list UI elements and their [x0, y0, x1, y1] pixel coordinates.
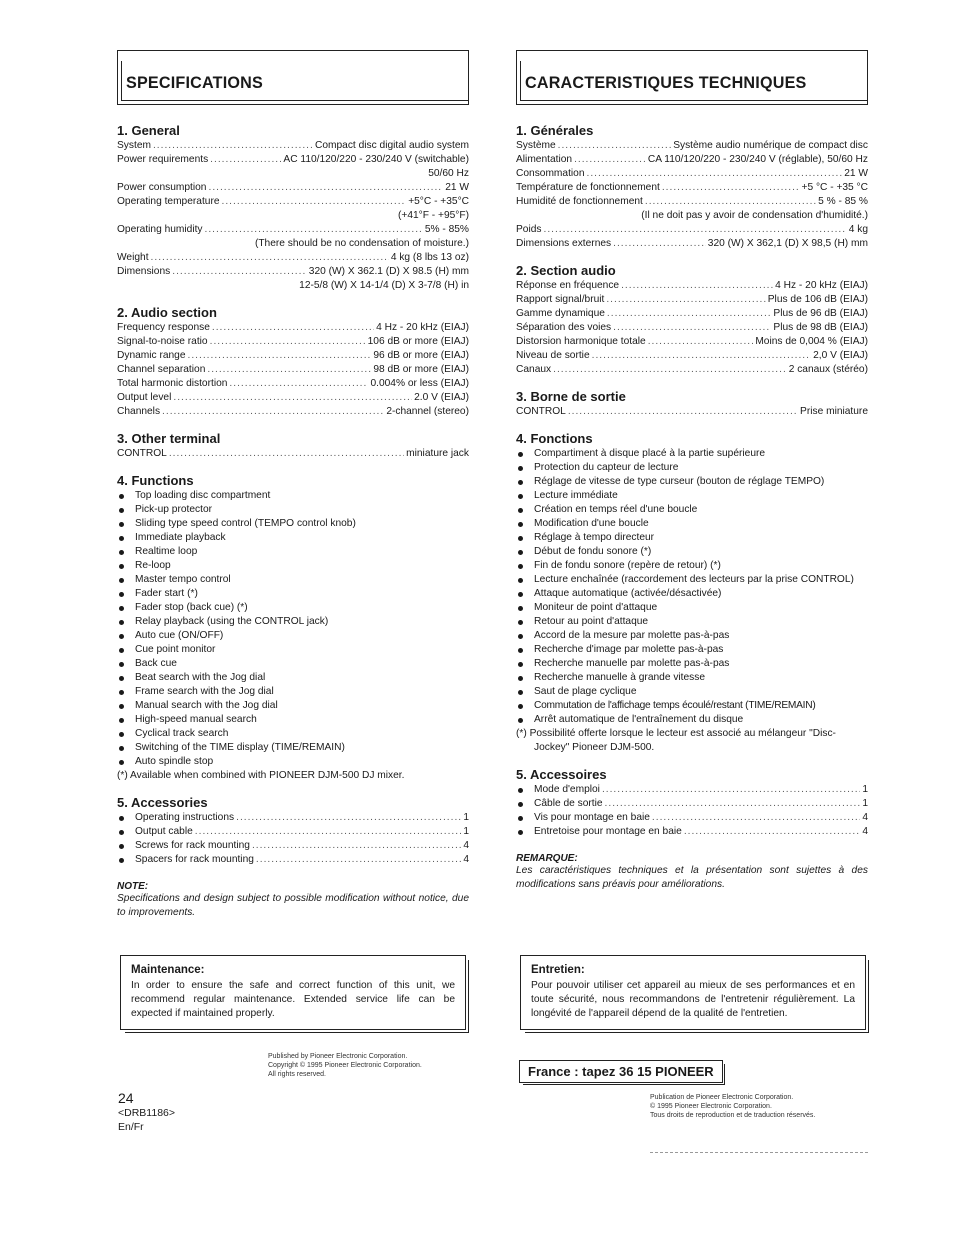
page-number: 24 [118, 1090, 134, 1106]
list-item: Master tempo control [117, 573, 469, 587]
section-heading-fonctions: 4. Fonctions [516, 431, 593, 446]
note-text: Specifications and design subject to possible modification without notice, due to improvements. [117, 893, 469, 918]
spec-row: Canaux ..... 2 canaux (stéréo) [516, 363, 868, 377]
list-item: Accord de la mesure par molette pas-à-pas [516, 629, 868, 643]
list-item: Fin de fondu sonore (repère de retour) (*) [516, 559, 868, 573]
list-item: Réglage à tempo directeur [516, 531, 868, 545]
spec-row: Dimensions ..... 320 (W) X 362.1 (D) X 98.5 (H) mm [117, 265, 469, 279]
list-item: Saut de plage cyclique [516, 685, 868, 699]
list-item: Back cue [117, 657, 469, 671]
list-item: Entretoise pour montage en baie ..... 4 [516, 825, 868, 839]
list-item: Immediate playback [117, 531, 469, 545]
spec-row: Dimensions externes ..... 320 (W) X 362,1 (D) X 98,5 (H) mm [516, 237, 868, 251]
list-item: Modification d'une boucle [516, 517, 868, 531]
specifications-title-box [117, 50, 469, 105]
list-item: Réglage de vitesse de type curseur (bouton de réglage TEMPO) [516, 475, 868, 489]
general-specs-fr [516, 139, 868, 251]
audio-specs-fr [516, 279, 868, 377]
france-minitel-text: France : tapez 36 15 PIONEER [528, 1064, 714, 1079]
list-item: Manual search with the Jog dial [117, 699, 469, 713]
document-code: <DRB1186> [118, 1107, 176, 1119]
list-item: Spacers for rack mounting ..... 4 [117, 853, 469, 867]
page-title: SPECIFICATIONS [126, 73, 263, 92]
spec-row: Humidité de fonctionnement ..... 5 % - 85 % [516, 195, 868, 209]
list-item: Début de fondu sonore (*) [516, 545, 868, 559]
list-item: High-speed manual search [117, 713, 469, 727]
spec-row: Rapport signal/bruit ..... Plus de 106 dB (EIAJ) [516, 293, 868, 307]
spec-row: System ..... Compact disc digital audio system [117, 139, 469, 153]
list-item: Attaque automatique (activée/désactivée) [516, 587, 868, 601]
entretien-text: Pour pouvoir utiliser cet appareil au mieux de ses performances et en toute sécurité, nous recommandons de l'entretenir régulièrement. La longévité de l'appareil dépend de la qualité de l'entretien. [531, 980, 855, 1019]
entretien-box [520, 955, 866, 1030]
list-item: Câble de sortie ..... 1 [516, 797, 868, 811]
note-heading: NOTE: [117, 881, 149, 892]
list-item: Moniteur de point d'attaque [516, 601, 868, 615]
list-item: Arrêt automatique de l'entraînement du disque [516, 713, 868, 727]
list-item: Auto cue (ON/OFF) [117, 629, 469, 643]
caracteristiques-title-box [516, 50, 868, 105]
list-item: Commutation de l'affichage temps écoulé/restant (TIME/REMAIN) [516, 699, 868, 713]
list-item: Compartiment à disque placé à la partie supérieure [516, 447, 868, 461]
list-item: Lecture enchaînée (raccordement des lecteurs par la prise CONTROL) [516, 573, 868, 587]
page-footer [118, 1090, 175, 1134]
spec-continuation: (Il ne doit pas y avoir de condensation d'humidité.) [641, 210, 868, 221]
section-heading-functions: 4. Functions [117, 473, 194, 488]
divider [650, 1152, 868, 1153]
publisher-notice-fr: Publication de Pioneer Electronic Corporation. © 1995 Pioneer Electronic Corporation. Tous droits de reproduction et de traduction réservés. [650, 1094, 816, 1119]
list-item: Fader start (*) [117, 587, 469, 601]
audio-specs [117, 321, 469, 419]
accessoires-list [516, 783, 868, 839]
maintenance-heading: Maintenance: [131, 964, 205, 976]
spec-row: Weight ..... 4 kg (8 lbs 13 oz) [117, 251, 469, 265]
section-heading-general: 1. General [117, 123, 180, 138]
list-item: Lecture immédiate [516, 489, 868, 503]
spec-row: Niveau de sortie ..... 2,0 V (EIAJ) [516, 349, 868, 363]
list-item: Beat search with the Jog dial [117, 671, 469, 685]
section-heading-audio-fr: 2. Section audio [516, 263, 616, 278]
spec-continuation: (+41°F - +95°F) [398, 210, 469, 221]
english-column [117, 50, 469, 920]
list-item: Retour au point d'attaque [516, 615, 868, 629]
maintenance-text: In order to ensure the safe and correct function of this unit, we recommend regular maintenance. Extended service life can be expected if maintained properly. [131, 980, 455, 1019]
spec-row: Séparation des voies ..... Plus de 98 dB (EIAJ) [516, 321, 868, 335]
spec-row: CONTROL ..... miniature jack [117, 447, 469, 461]
list-item: Fader stop (back cue) (*) [117, 601, 469, 615]
functions-footnote: (*) Available when combined with PIONEER DJM-500 DJ mixer. [117, 770, 405, 781]
france-minitel-box [519, 1060, 723, 1083]
general-specs [117, 139, 469, 293]
list-item: Recherche manuelle à grande vitesse [516, 671, 868, 685]
page-title-fr: CARACTERISTIQUES TECHNIQUES [525, 73, 807, 92]
spec-row: Système ..... Système audio numérique de compact disc [516, 139, 868, 153]
list-item: Cue point monitor [117, 643, 469, 657]
section-heading-audio: 2. Audio section [117, 305, 217, 320]
section-heading-accessories: 5. Accessories [117, 795, 208, 810]
spec-continuation: 50/60 Hz [428, 168, 469, 179]
spec-row: Operating humidity ..... 5% - 85% [117, 223, 469, 237]
list-item: Vis pour montage en baie ..... 4 [516, 811, 868, 825]
spec-row: Température de fonctionnement ..... +5 °C - +35 °C [516, 181, 868, 195]
list-item: Screws for rack mounting ..... 4 [117, 839, 469, 853]
spec-row: Signal-to-noise ratio ..... 106 dB or more (EIAJ) [117, 335, 469, 349]
list-item: Sliding type speed control (TEMPO control knob) [117, 517, 469, 531]
spec-row: CONTROL ..... Prise miniature [516, 405, 868, 419]
list-item: Recherche d'image par molette pas-à-pas [516, 643, 868, 657]
spec-row: Alimentation ..... CA 110/120/220 - 230/240 V (réglable), 50/60 Hz [516, 153, 868, 167]
section-heading-borne: 3. Borne de sortie [516, 389, 626, 404]
spec-row: Dynamic range ..... 96 dB or more (EIAJ) [117, 349, 469, 363]
section-heading-generales: 1. Générales [516, 123, 594, 138]
maintenance-box [120, 955, 466, 1030]
spec-row: Output level ..... 2.0 V (EIAJ) [117, 391, 469, 405]
section-heading-terminal: 3. Other terminal [117, 431, 221, 446]
list-item: Mode d'emploi ..... 1 [516, 783, 868, 797]
list-item: Top loading disc compartment [117, 489, 469, 503]
spec-row: Total harmonic distortion ..... 0.004% or less (EIAJ) [117, 377, 469, 391]
list-item: Output cable ..... 1 [117, 825, 469, 839]
spec-row: Gamme dynamique ..... Plus de 96 dB (EIAJ) [516, 307, 868, 321]
list-item: Switching of the TIME display (TIME/REMAIN) [117, 741, 469, 755]
fonctions-list [516, 447, 868, 727]
list-item: Realtime loop [117, 545, 469, 559]
spec-row: Distorsion harmonique totale ..... Moins de 0,004 % (EIAJ) [516, 335, 868, 349]
list-item: Auto spindle stop [117, 755, 469, 769]
french-column [516, 50, 868, 892]
list-item: Re-loop [117, 559, 469, 573]
spec-continuation: 12-5/8 (W) X 14-1/4 (D) X 3-7/8 (H) in [299, 280, 469, 291]
list-item: Relay playback (using the CONTROL jack) [117, 615, 469, 629]
list-item: Protection du capteur de lecture [516, 461, 868, 475]
accessories-list [117, 811, 469, 867]
publisher-notice: Published by Pioneer Electronic Corporation. Copyright © 1995 Pioneer Electronic Corporation. All rights reserved. [268, 1053, 422, 1078]
remarque-text: Les caractéristiques techniques et la présentation sont sujettes à des modifications sans préavis pour améliorations. [516, 865, 868, 890]
spec-row: Frequency response ..... 4 Hz - 20 kHz (EIAJ) [117, 321, 469, 335]
spec-continuation: (There should be no condensation of moisture.) [254, 238, 469, 249]
list-item: Cyclical track search [117, 727, 469, 741]
remarque-heading: REMARQUE: [516, 853, 578, 864]
language-code: En/Fr [118, 1121, 144, 1133]
spec-row: Power requirements ..... AC 110/120/220 - 230/240 V (switchable) [117, 153, 469, 167]
spec-row: Channels ..... 2-channel (stereo) [117, 405, 469, 419]
list-item: Création en temps réel d'une boucle [516, 503, 868, 517]
spec-row: Réponse en fréquence ..... 4 Hz - 20 kHz (EIAJ) [516, 279, 868, 293]
entretien-heading: Entretien: [531, 964, 585, 976]
spec-row: Poids ..... 4 kg [516, 223, 868, 237]
list-item: Pick-up protector [117, 503, 469, 517]
spec-row: Consommation ..... 21 W [516, 167, 868, 181]
section-heading-accessoires: 5. Accessoires [516, 767, 607, 782]
spec-row: Operating temperature ..... +5°C - +35°C [117, 195, 469, 209]
list-item: Operating instructions ..... 1 [117, 811, 469, 825]
functions-list [117, 489, 469, 769]
list-item: Recherche manuelle par molette pas-à-pas [516, 657, 868, 671]
fonctions-footnote: (*) Possibilité offerte lorsque le lecteur est associé au mélangeur "Disc-Jockey" Pioneer DJM-500. [516, 728, 836, 753]
spec-row: Power consumption ..... 21 W [117, 181, 469, 195]
spec-row: Channel separation ..... 98 dB or more (EIAJ) [117, 363, 469, 377]
list-item: Frame search with the Jog dial [117, 685, 469, 699]
